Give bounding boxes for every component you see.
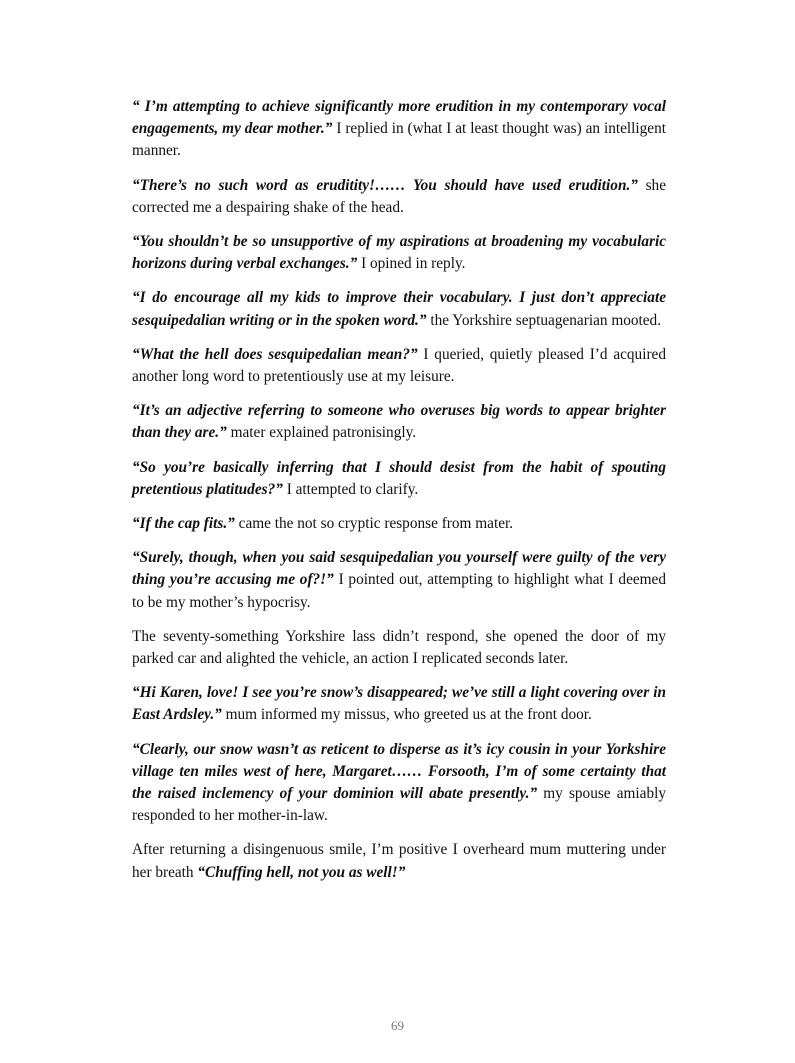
dialogue-quote: “If the cap fits.”	[132, 515, 235, 533]
paragraph	[132, 175, 666, 219]
narration-text: my spouse amiably responded to her mother-in-law.	[132, 785, 667, 825]
narration-text: I opined in reply.	[357, 255, 466, 273]
narration-text: I pointed out, attempting to highlight what I deemed to be my mother’s hypocrisy.	[132, 571, 666, 611]
narration-text: she corrected me a despairing shake of the head.	[132, 176, 666, 216]
narration-text: came the not so cryptic response from mater.	[234, 515, 514, 533]
dialogue-quote: “Chuffing hell, not you as well!”	[197, 863, 406, 881]
dialogue-quote: “Clearly, our snow wasn’t as reticent to disperse as it’s icy cousin in your Yorkshire village ten miles west of here, Margaret…… Forsooth, I’m of some certainty that the raised inclemency of your dominion will abate presently.”	[132, 740, 666, 803]
page-number: 69	[391, 1018, 404, 1033]
dialogue-quote: “So you’re basically inferring that I should desist from the habit of spouting pretentious platitudes?”	[132, 458, 666, 498]
dialogue-quote: “I do encourage all my kids to improve their vocabulary. I just don’t appreciate sesquipedalian writing or in the spoken word.”	[132, 289, 666, 329]
narration-text: The seventy-something Yorkshire lass didn’t respond, she opened the door of my parked car and alighted the vehicle, an action I replicated seconds later.	[132, 627, 666, 668]
narration-text: the Yorkshire septuagenarian mooted.	[426, 311, 662, 329]
narration-text: I replied in (what I at least thought was) an intelligent manner.	[132, 120, 666, 160]
narration-text: I attempted to clarify.	[282, 480, 419, 498]
dialogue-quote: “Hi Karen, love! I see you’re snow’s disappeared; we’ve still a light covering over in East Ardsley.”	[132, 684, 666, 724]
dialogue-quote: “It’s an adjective referring to someone who overuses big words to appear brighter than they are.”	[132, 402, 666, 442]
dialogue-quote: “What the hell does sesquipedalian mean?”	[132, 345, 418, 363]
dialogue-quote: “Surely, though, when you said sesquipedalian you yourself were guilty of the very thing you’re accusing me of?!”	[132, 549, 666, 589]
paragraph	[132, 344, 666, 388]
paragraph	[132, 287, 666, 331]
paragraph	[132, 547, 666, 614]
narration-text: I queried, quietly pleased I’d acquired another long word to pretentiously use at my leisure.	[132, 345, 666, 386]
dialogue-quote: “ I’m attempting to achieve significantly more erudition in my contemporary vocal engagements, my dear mother.”	[132, 98, 666, 138]
paragraph	[132, 96, 666, 163]
dialogue-quote: “There’s no such word as eruditity!…… You should have used erudition.”	[132, 176, 638, 194]
paragraph	[132, 626, 666, 670]
narration-text: mum informed my missus, who greeted us at the front door.	[221, 706, 592, 724]
paragraph	[132, 231, 666, 275]
narration-text: mater explained patronisingly.	[226, 424, 417, 442]
paragraph	[132, 400, 666, 444]
paragraph	[132, 682, 666, 726]
book-page-body	[132, 96, 666, 896]
paragraph	[132, 739, 666, 828]
paragraph	[132, 513, 666, 535]
narration-text: After returning a disingenuous smile, I’m positive I overheard mum muttering under her breath	[132, 841, 666, 881]
paragraph	[132, 839, 666, 883]
dialogue-quote: “You shouldn’t be so unsupportive of my aspirations at broadening my vocabularic horizons during verbal exchanges.”	[132, 233, 666, 273]
paragraph	[132, 457, 666, 501]
